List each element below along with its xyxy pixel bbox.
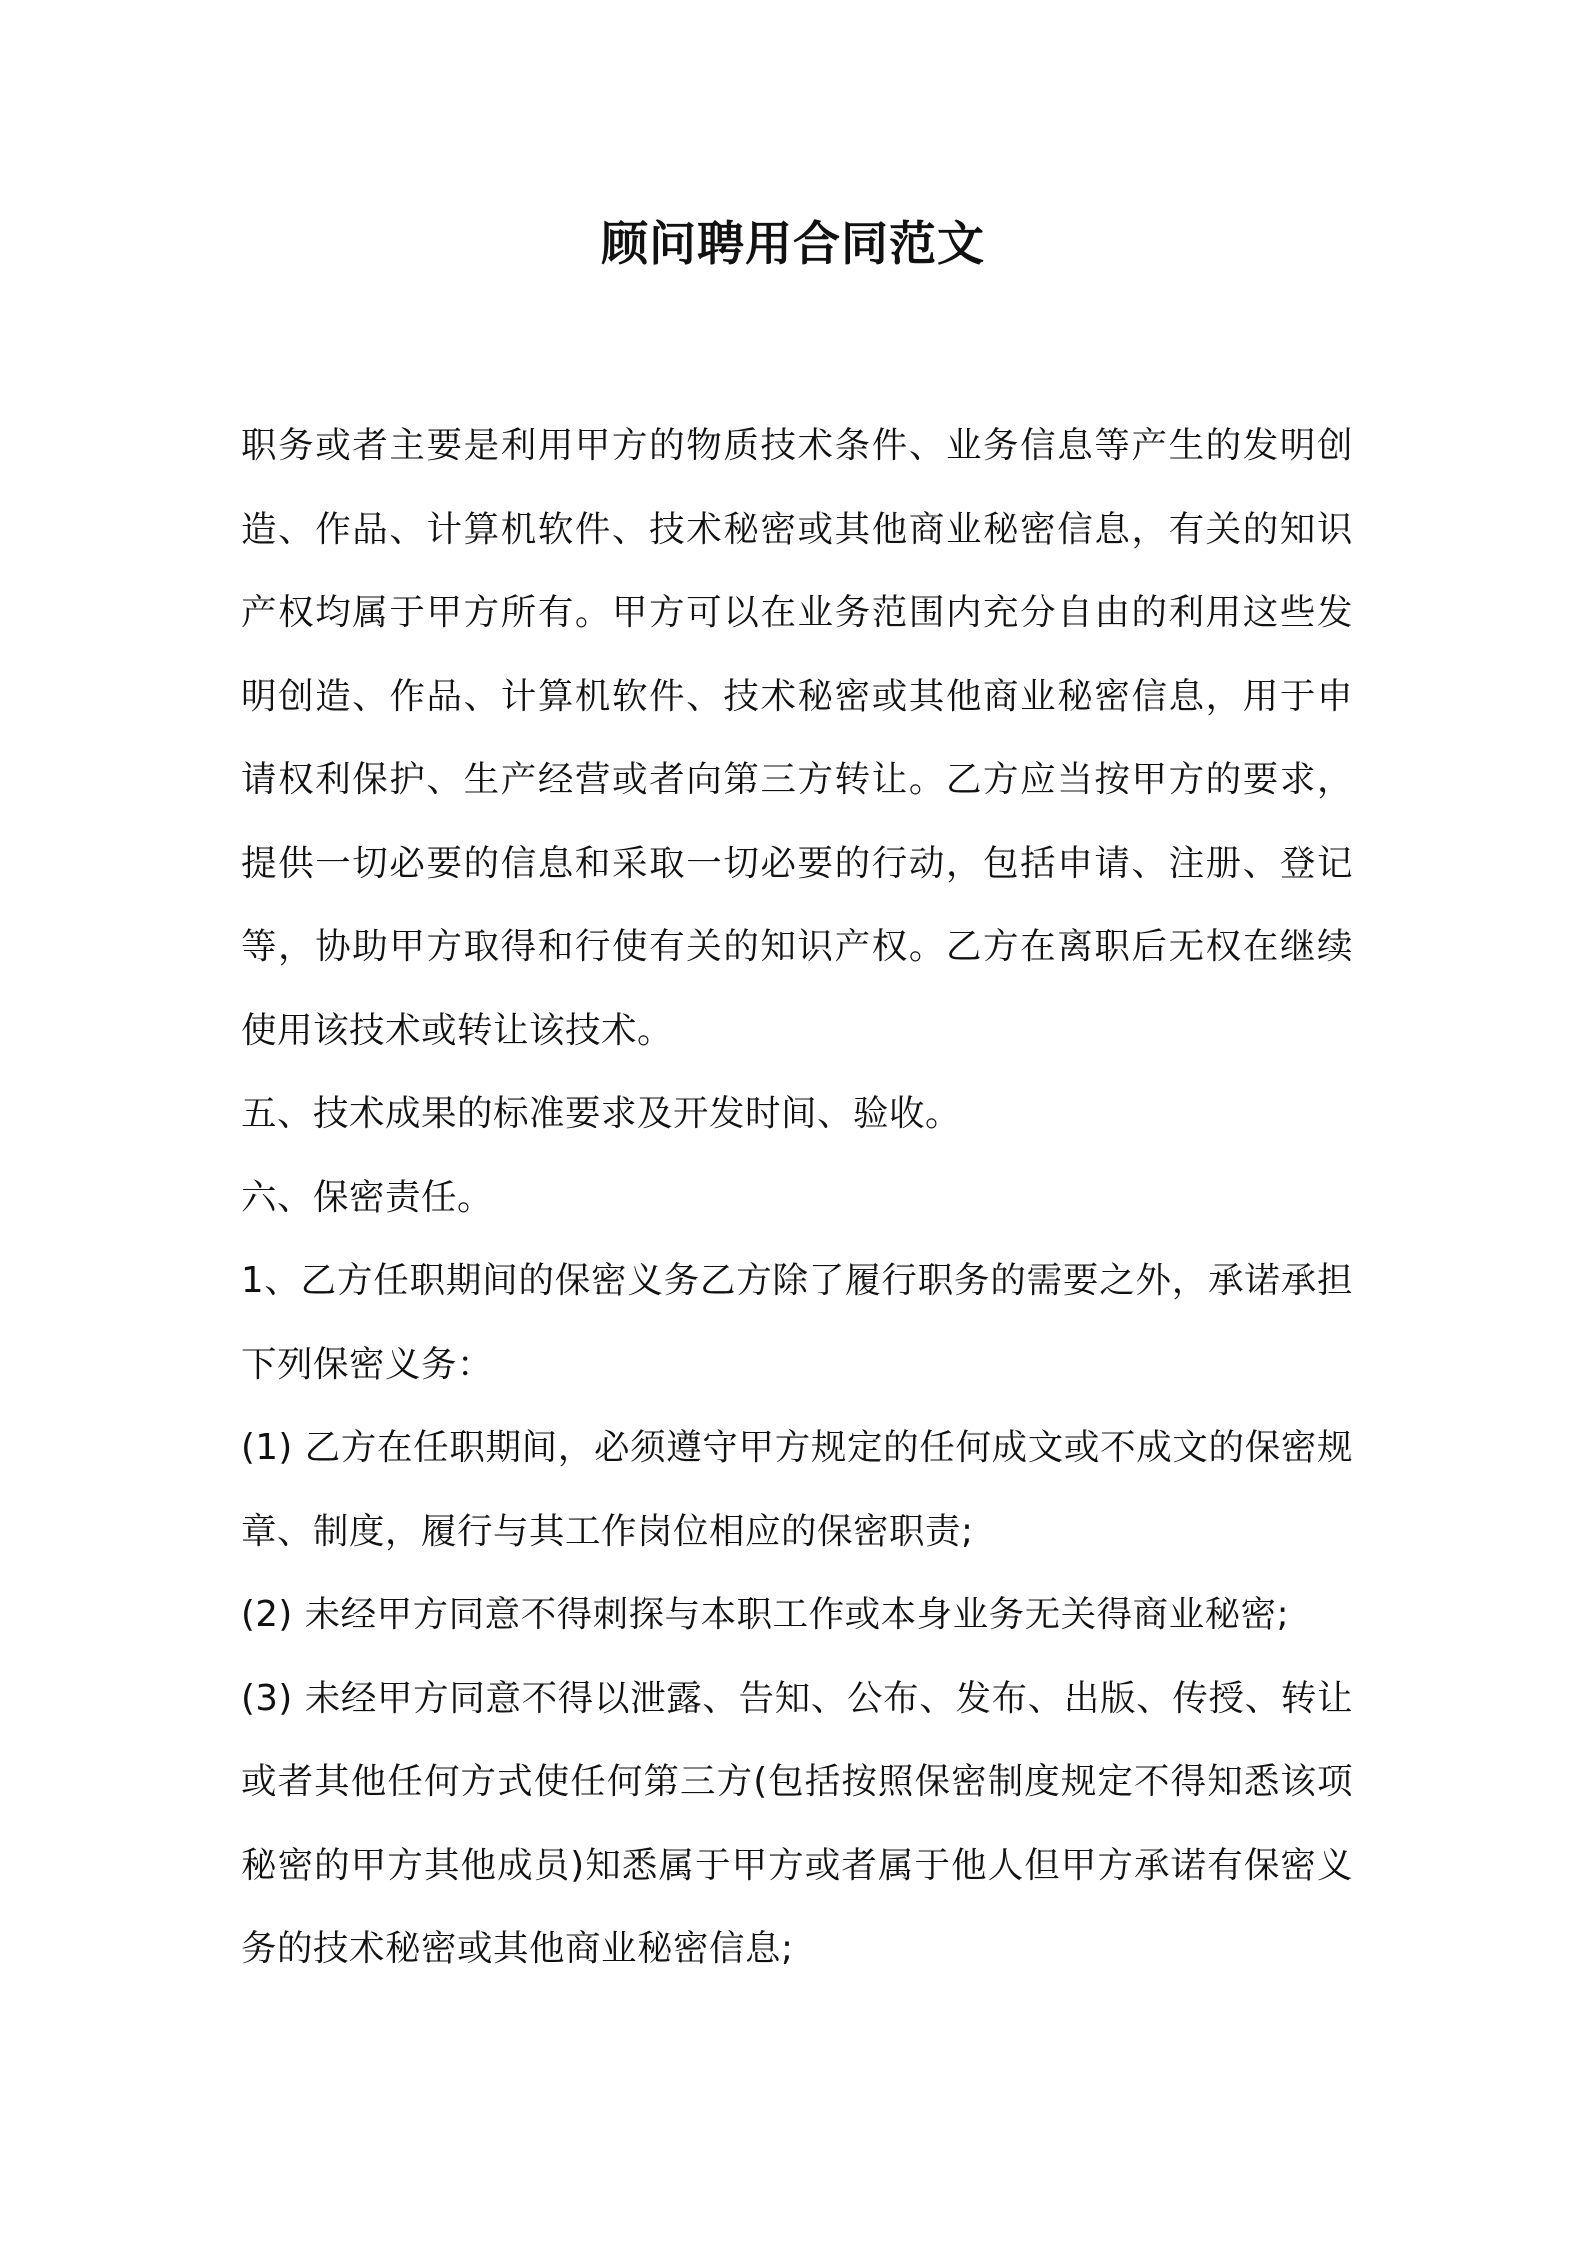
clause-1-item-3: (3) 未经甲方同意不得以泄露、告知、公布、发布、出版、传授、转让或者其他任何方式使任何第三方(包括按照保密制度规定不得知悉该项秘密的甲方其他成员)知悉属于甲方或者属于他人但甲方承诺有保密义务的技术秘密或其他商业秘密信息; [241, 1677, 1353, 1969]
document-body [241, 404, 1353, 1991]
paragraph-intellectual-property: 职务或者主要是利用甲方的物质技术条件、业务信息等产生的发明创造、作品、计算机软件、技术秘密或其他商业秘密信息，有关的知识产权均属于甲方所有。甲方可以在业务范围内充分自由的利用这些发明创造、作品、计算机软件、技术秘密或其他商业秘密信息，用于申请权利保护、生产经营或者向第三方转让。乙方应当按甲方的要求，提供一切必要的信息和采取一切必要的行动，包括申请、注册、登记等，协助甲方取得和行使有关的知识产权。乙方在离职后无权在继续使用该技术或转让该技术。 [241, 425, 1353, 1051]
document-title: 顾问聘用合同范文 [601, 217, 985, 272]
clause-1-item-2: (2) 未经甲方同意不得刺探与本职工作或本身业务无关得商业秘密; [241, 1594, 1290, 1635]
clause-1: 1、乙方任职期间的保密义务乙方除了履行职务的需要之外，承诺承担下列保密义务： [241, 1260, 1353, 1385]
section-heading-five: 五、技术成果的标准要求及开发时间、验收。 [241, 1093, 962, 1134]
clause-1-item-1: (1) 乙方在任职期间，必须遵守甲方规定的任何成文或不成文的保密规章、制度，履行与其工作岗位相应的保密职责; [241, 1427, 1353, 1552]
section-heading-six: 六、保密责任。 [241, 1176, 494, 1218]
